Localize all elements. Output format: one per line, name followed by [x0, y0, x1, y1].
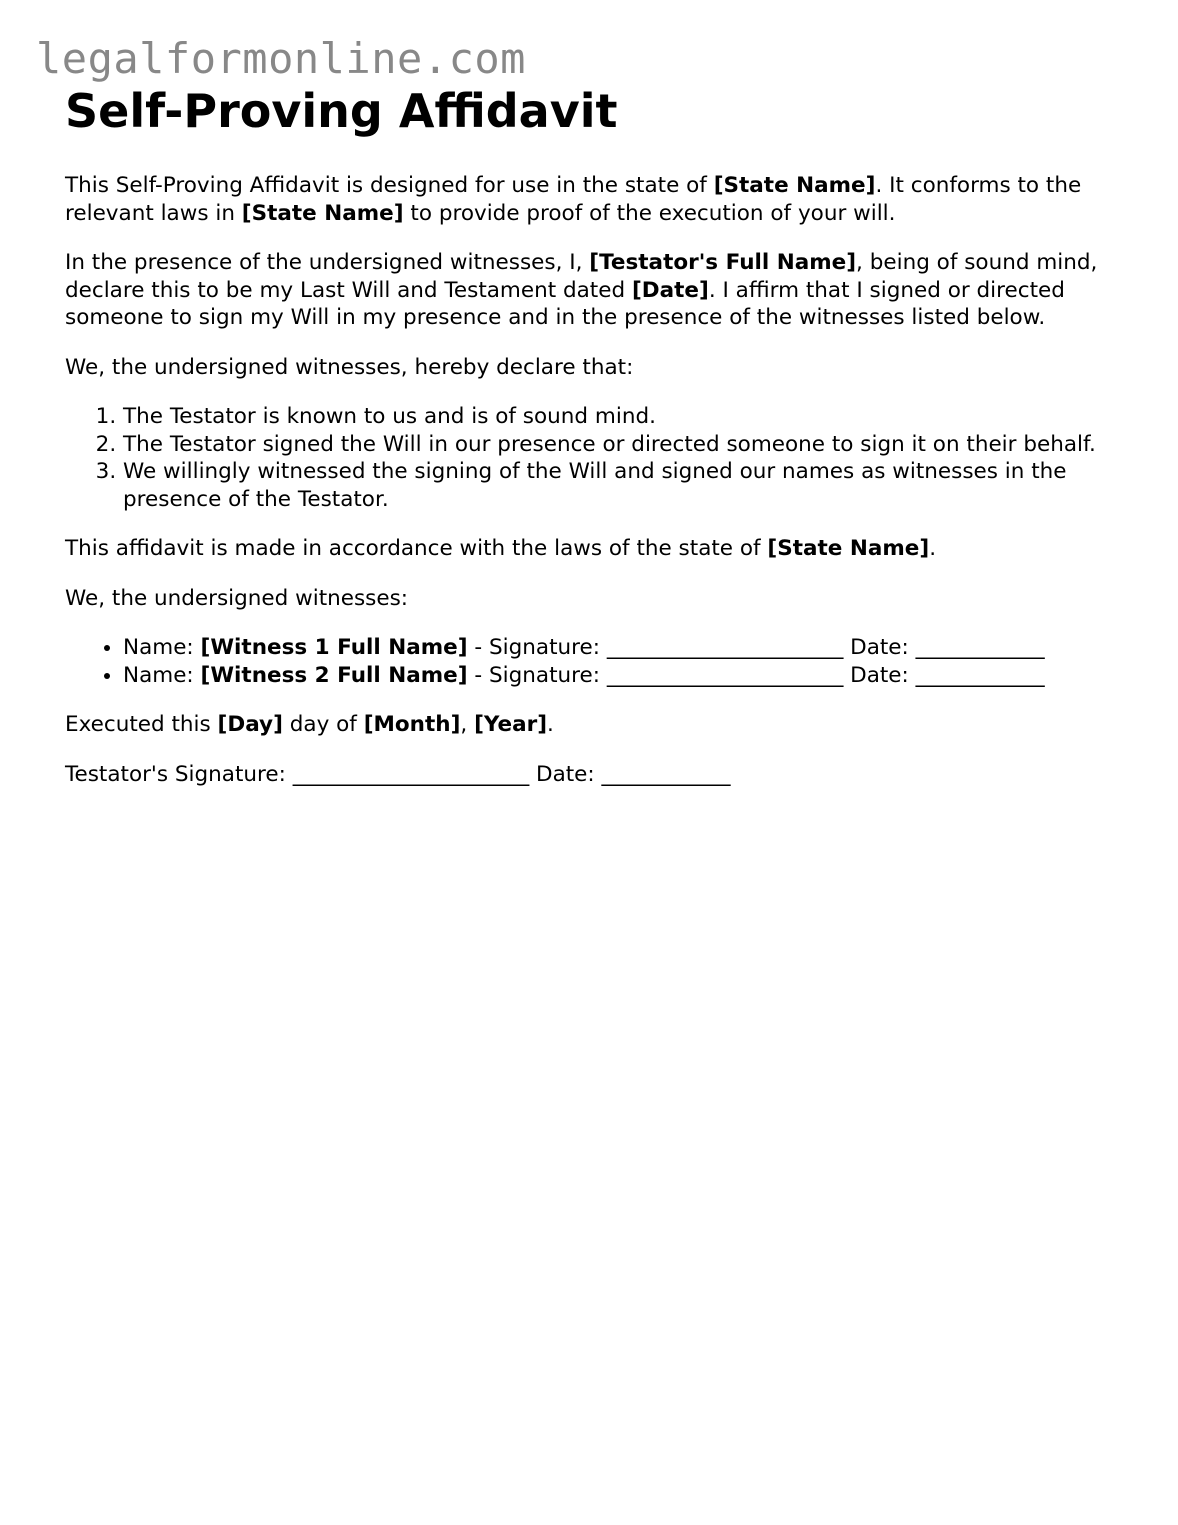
site-watermark: legalformonline.com: [36, 34, 526, 83]
executed-paragraph: [65, 711, 1125, 739]
signature-label: - Signature:: [467, 635, 607, 660]
executed-text-4: .: [547, 712, 554, 737]
name-label: Name:: [123, 635, 201, 660]
signature-label: - Signature:: [467, 662, 607, 688]
witness-list: [65, 634, 1125, 689]
accordance-text-2: .: [929, 536, 937, 561]
declaration-text-3: . I affirm that I signed or directed someone to sign my Will in my presence and in the presence of the witnesses listed below.: [65, 277, 1065, 330]
day-placeholder: [Day]: [217, 712, 283, 737]
list-item: 3. We willingly witnessed the signing of the Will and signed our names as witnesses in the presence of the Testator.: [123, 458, 1125, 513]
state-name-placeholder: [State Name]: [713, 173, 876, 198]
witness-intro: We, the undersigned witnesses, hereby declare that:: [65, 354, 634, 380]
list-item: 1. The Testator is known to us and is of sound mind.: [123, 403, 1125, 431]
declaration-text-2: , being of sound mind, declare this to be my Last Will and Testament dated: [65, 250, 1098, 303]
date-blank[interactable]: ____________: [601, 761, 731, 787]
testator-name-placeholder: [Testator's Full Name]: [589, 250, 857, 275]
executed-text-3: ,: [460, 712, 475, 737]
testator-signature-label: Testator's Signature:: [65, 761, 293, 787]
name-label: Name:: [123, 662, 201, 688]
intro-text-2: . It conforms to the relevant laws in: [65, 173, 1082, 226]
page-title: Self-Proving Affidavit: [65, 84, 618, 138]
witnesses-label: We, the undersigned witnesses:: [65, 585, 409, 611]
accordance-text-1: This affidavit is made in accordance with the laws of the state of: [65, 536, 768, 561]
list-item: 2. The Testator signed the Will in our presence or directed someone to sign it on their behalf.: [123, 431, 1125, 459]
accordance-paragraph: [65, 535, 1125, 563]
witness-name-placeholder: [Witness 1 Full Name]: [200, 635, 468, 660]
intro-text-3: to provide proof of the execution of your will.: [403, 200, 896, 226]
date-label: Date:: [529, 761, 602, 787]
state-name-placeholder: [State Name]: [241, 200, 404, 226]
signature-blank[interactable]: ______________________: [606, 635, 844, 660]
state-name-placeholder: [State Name]: [767, 536, 930, 561]
will-date-placeholder: [Date]: [631, 277, 709, 303]
date-blank[interactable]: ____________: [915, 635, 1045, 660]
date-label: Date:: [843, 662, 916, 688]
date-label: Date:: [843, 635, 916, 660]
signature-blank[interactable]: ______________________: [606, 662, 844, 688]
year-placeholder: [Year]: [474, 712, 548, 737]
executed-text-2: day of: [282, 712, 364, 737]
affidavit-document: [65, 84, 1125, 810]
month-placeholder: [Month]: [363, 712, 461, 737]
declaration-paragraph: [65, 249, 1125, 332]
witness-row: [123, 662, 1125, 690]
witness-name-placeholder: [Witness 2 Full Name]: [200, 662, 468, 688]
intro-text-1: This Self-Proving Affidavit is designed for use in the state of: [65, 173, 714, 198]
declaration-text-1: In the presence of the undersigned witnesses, I,: [65, 250, 590, 275]
testator-signature-line: [65, 761, 1125, 789]
executed-text-1: Executed this: [65, 712, 218, 737]
declarations-list: [65, 403, 1125, 513]
witness-row: [123, 634, 1125, 662]
testator-signature-blank[interactable]: ______________________: [292, 761, 530, 787]
intro-paragraph: [65, 172, 1125, 227]
date-blank[interactable]: ____________: [915, 662, 1045, 688]
